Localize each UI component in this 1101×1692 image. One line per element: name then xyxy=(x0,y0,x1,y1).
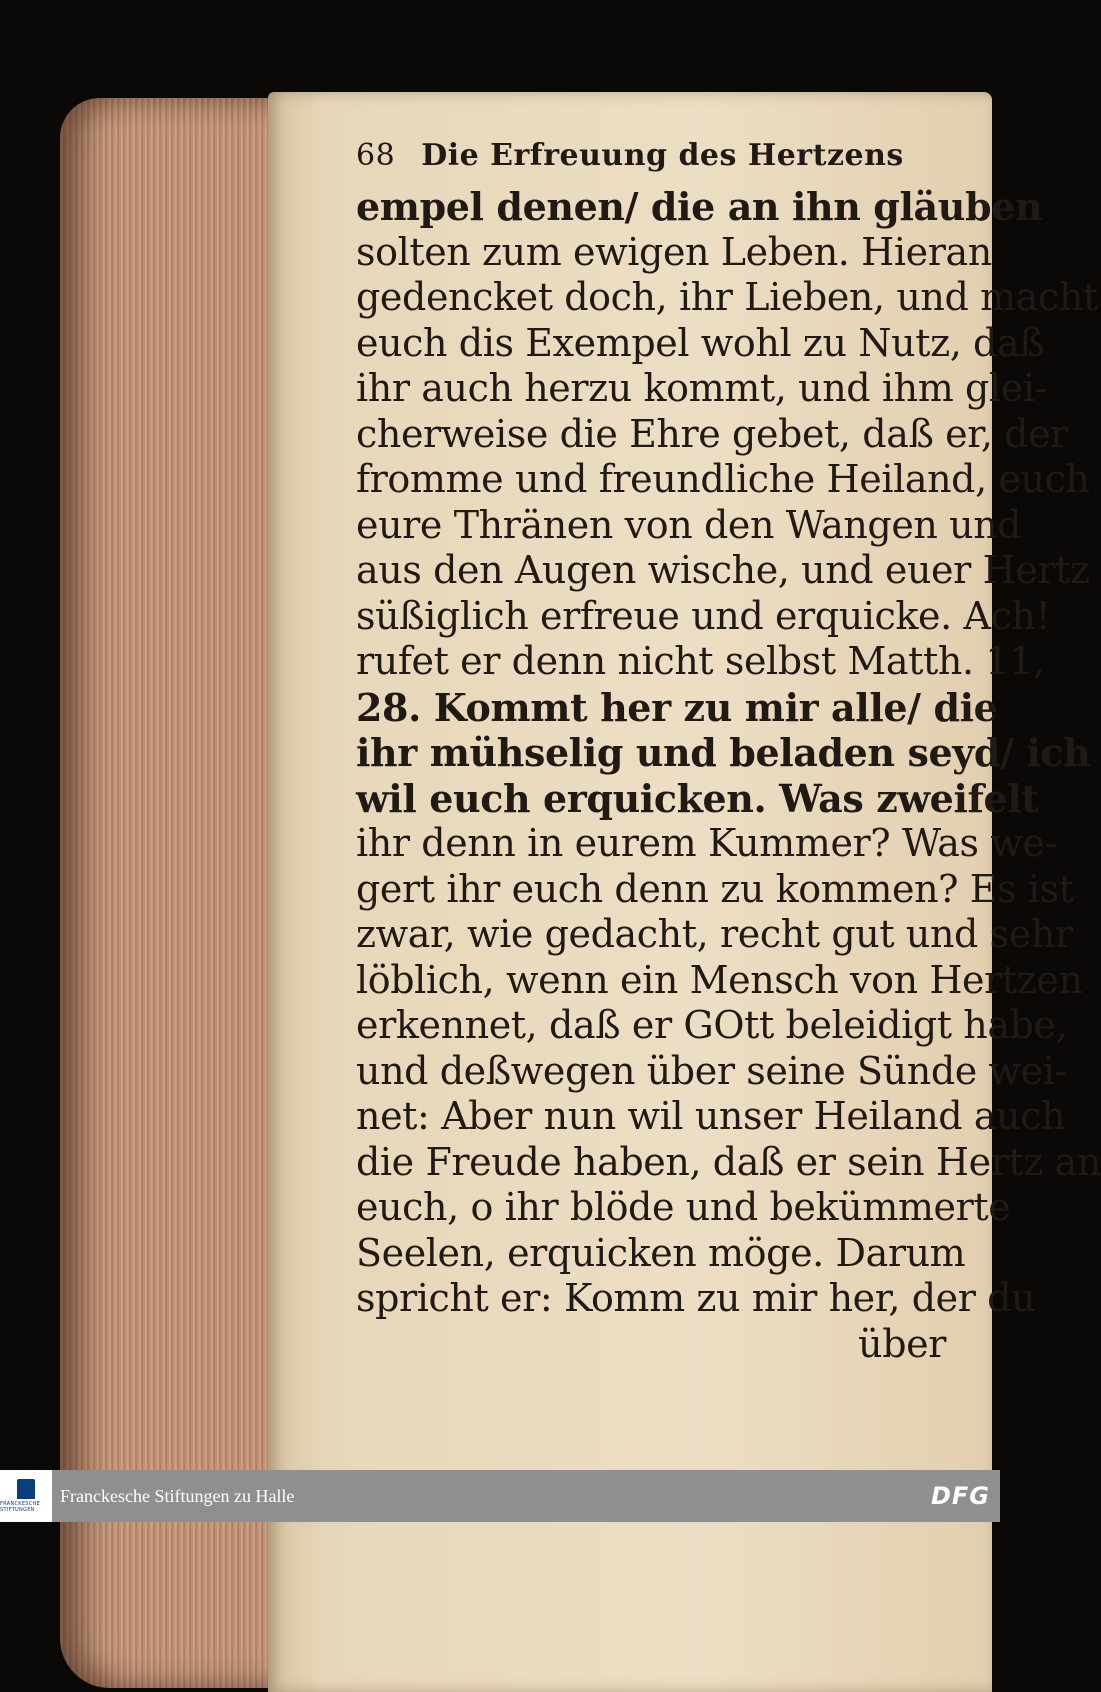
text-line: cherweise die Ehre gebet, daß er, der xyxy=(356,411,1068,456)
running-header xyxy=(356,138,946,184)
logo-text: FRANCKESCHE STIFTUNGEN xyxy=(0,1501,41,1513)
text-line: ihr mühselig und beladen seyd/ ich xyxy=(356,730,1091,775)
text-line: empel denen/ die an ihn gläuben xyxy=(356,184,1043,229)
text-line: net: Aber nun wil unser Heiland auch xyxy=(356,1094,1066,1138)
text-line: löblich, wenn ein Mensch von Hertzen xyxy=(356,957,1083,1002)
running-title: Die Erfreuung des Hertzens xyxy=(421,138,904,173)
text-line: ihr auch herzu kommt, und ihm glei- xyxy=(356,366,1047,410)
text-line: ihr denn in eurem Kummer? Was we- xyxy=(356,821,1057,865)
text-line: eure Thränen von den Wangen und xyxy=(356,502,1022,547)
page-number: 68 xyxy=(356,138,396,173)
page-text xyxy=(356,138,1101,1367)
text-line: 28. Kommt her zu mir alle/ die xyxy=(356,684,998,730)
text-line: wil euch erquicken. Was zweifelt xyxy=(356,775,1039,821)
building-icon xyxy=(17,1479,35,1499)
text-line: solten zum ewigen Leben. Hieran xyxy=(356,229,992,274)
text-line: rufet er denn nicht selbst Matth. 11, xyxy=(356,639,1045,683)
text-line: süßiglich erfreue und erquicke. Ach! xyxy=(356,593,1051,638)
text-line: Seelen, erquicken möge. Darum xyxy=(356,1230,966,1275)
catchword: über xyxy=(858,1321,946,1366)
viewer-footer xyxy=(0,1470,1000,1522)
text-line: gedencket doch, ihr Lieben, und macht xyxy=(356,275,1098,319)
text-line: fromme und freundliche Heiland, euch xyxy=(356,457,1090,501)
text-line: gert ihr euch denn zu kommen? Es ist xyxy=(356,866,1074,911)
institution-logo[interactable] xyxy=(0,1470,52,1522)
text-line: die Freude haben, daß er sein Hertz an xyxy=(356,1139,1101,1184)
book-page-edges xyxy=(60,98,285,1688)
text-line: euch dis Exempel wohl zu Nutz, daß xyxy=(356,320,1045,365)
text-line: und deßwegen über seine Sünde wei- xyxy=(356,1048,1067,1093)
text-line: erkennet, daß er GOtt beleidigt habe, xyxy=(356,1003,1068,1047)
dfg-logo[interactable]: DFG xyxy=(930,1482,990,1510)
text-line: aus den Augen wische, und euer Hertz xyxy=(356,548,1090,592)
text-line: zwar, wie gedacht, recht gut und sehr xyxy=(356,912,1073,956)
institution-name[interactable]: Franckesche Stiftungen zu Halle xyxy=(60,1485,295,1506)
text-line: spricht er: Komm zu mir her, der du xyxy=(356,1276,1036,1320)
text-line: euch, o ihr blöde und bekümmerte xyxy=(356,1185,1011,1229)
